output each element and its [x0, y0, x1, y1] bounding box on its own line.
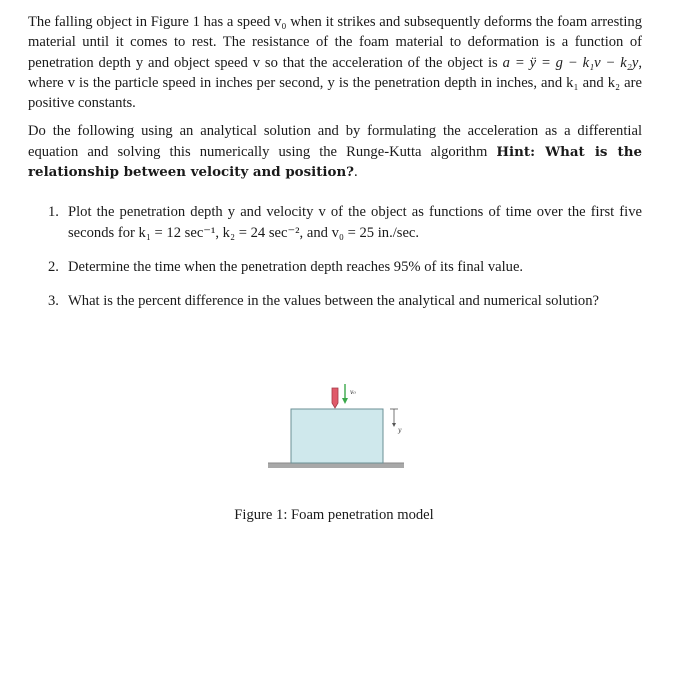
task-list: [28, 202, 642, 311]
problem-statement: [28, 12, 642, 113]
hint-end: .: [354, 164, 358, 181]
task-text: What is the percent difference in the values between the analytical and numerical solution?: [68, 293, 599, 310]
instructions-text: Do the following using an analytical solution and by formulating the acceleration as a differential equation and solving this numerically using the Runge-Kutta algorithm: [28, 123, 642, 160]
task-item-3: [28, 291, 642, 311]
document-body: [28, 12, 642, 326]
depth-label: y: [398, 427, 402, 434]
falling-object: [332, 388, 338, 408]
task-text: Determine the time when the penetration depth reaches 95% of its final value.: [68, 258, 524, 275]
problem-text: The falling object in Figure 1 has a speed v₀ when it strikes and subsequently deforms the foam arresting material until it comes to rest. The resistance of the foam material to deformation is a function of penetration depth y and object speed v so that the acceleration of the object is: [28, 14, 642, 71]
hint-text: Hint: What is the relationship between velocity and position?: [28, 143, 642, 181]
velocity-arrowhead: [342, 398, 348, 404]
task-text: Plot the penetration depth y and velocity v of the object as functions of time over the first five seconds for k₁ = 12 sec⁻¹, k₂ = 24 sec⁻², and v₀ = 25 in./sec.: [68, 204, 642, 241]
task-number: 1.: [48, 204, 59, 221]
task-number: 3.: [48, 293, 59, 310]
instructions: [28, 121, 642, 182]
figure-caption: Figure 1: Foam penetration model: [234, 507, 434, 523]
acceleration-equation: a = ÿ = g − k₁v − k₂y: [502, 54, 639, 71]
task-item-1: [28, 202, 642, 243]
task-number: 2.: [48, 258, 59, 275]
task-item-2: [28, 257, 642, 277]
foam-block: [291, 409, 383, 463]
ground: [268, 463, 404, 468]
depth-arrowhead: [392, 423, 396, 427]
velocity-label: v₀: [350, 389, 356, 396]
problem-text-end: , where v is the particle speed in inches per second, y is the penetration depth in inches, and k₁ and k₂ are positive constants.: [28, 54, 642, 112]
